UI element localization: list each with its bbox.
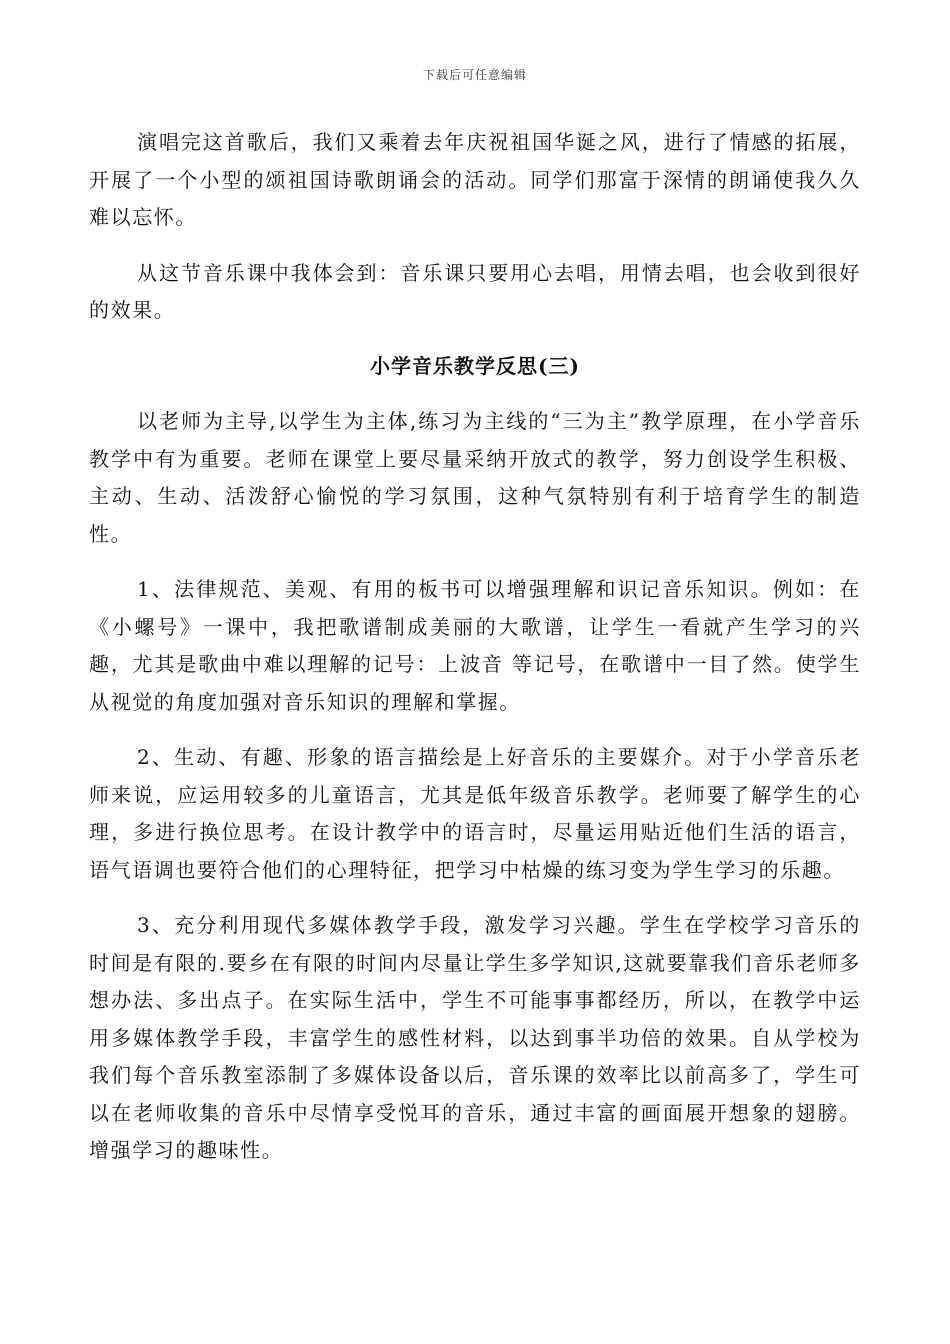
- paragraph-gap: [89, 889, 861, 907]
- paragraph-performance-extension: 演唱完这首歌后，我们又乘着去年庆祝祖国华诞之风，进行了情感的拓展，开展了一个小型的颂祖国诗歌朗诵会的活动。同学们那富于深情的朗诵使我久久难以忘怀。: [89, 130, 861, 229]
- section-title: 小学音乐教学反思(三): [370, 353, 580, 378]
- document-body: [89, 124, 861, 1170]
- paragraph-gap: [89, 553, 861, 571]
- paragraph-point-3-multimedia: 3、充分利用现代多媒体教学手段，激发学习兴趣。学生在学校学习音乐的时间是有限的.要乡在有限的时间内尽量让学生多学知识,这就要靠我们音乐老师多想办法、多出点子。在实际生活中，学生不可能事事都经历，所以，在教学中运用多媒体教学手段，丰富学生的感性材料，以达到事半功倍的效果。自从学校为我们每个音乐教室添制了多媒体设备以后，音乐课的效率比以前高多了，学生可以在老师收集的音乐中尽情享受悦耳的音乐，通过丰富的画面展开想象的翅膀。增强学习的趣味性。: [89, 913, 861, 1162]
- paragraph-lesson-insight: 从这节音乐课中我体会到：音乐课只要用心去唱，用情去唱，也会收到很好的效果。: [89, 260, 861, 322]
- paragraph-gap: [89, 330, 861, 348]
- paragraph-point-1-blackboard: 1、法律规范、美观、有用的板书可以增强理解和识记音乐知识。例如：在《小螺号》一课中，我把歌谱制成美丽的大歌谱，让学生一看就产生学习的兴趣，尤其是歌曲中难以理解的记号：上波音 等记号，在歌谱中一目了然。使学生从视觉的角度加强对音乐知识的理解和掌握。: [89, 577, 861, 714]
- paragraph-point-2-language: 2、生动、有趣、形象的语言描绘是上好音乐的主要媒介。对于小学音乐老师来说，应运用较多的儿童语言，尤其是低年级音乐教学。老师要了解学生的心理，多进行换位思考。在设计教学中的语言时，尽量运用贴近他们生活的语言，语气语调也要符合他们的心理特征，把学习中枯燥的练习变为学生学习的乐趣。: [89, 745, 861, 882]
- paragraph-gap: [89, 721, 861, 739]
- page-header: 下载后可任意编辑: [422, 68, 527, 82]
- paragraph-teaching-principle: 以老师为主导,以学生为主体,练习为主线的“三为主”教学原理，在小学音乐教学中有为重要。老师在课堂上要尽量采纳开放式的教学，努力创设学生积极、主动、生动、活泼舒心愉悦的学习氛围，这种气氛特别有利于培育学生的制造性。: [89, 409, 861, 546]
- paragraph-gap: [89, 385, 861, 403]
- paragraph-gap: [89, 237, 861, 255]
